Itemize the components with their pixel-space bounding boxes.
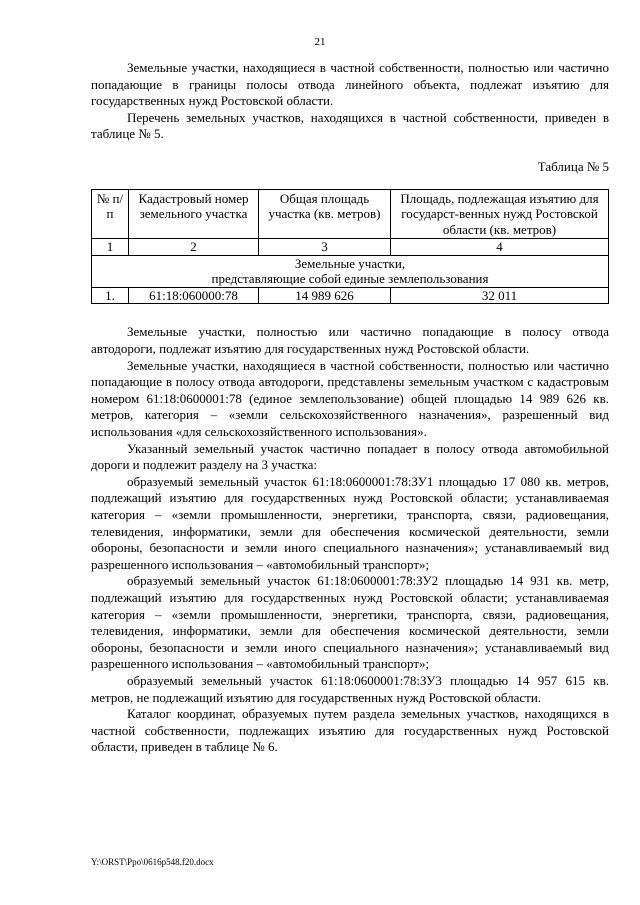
group-title-row [92, 255, 609, 287]
paragraph-plot-zu3: образуемый земельный участок 61:18:0600001:78:ЗУ3 площадью 14 957 615 кв. метров, не подлежащий изъятию для государственных нужд Ростовской области. [91, 672, 609, 705]
group-title-line: Земельные участки, [294, 255, 406, 271]
header-cadastral-number: Кадастровый номер земельного участка [129, 189, 259, 239]
footer-file-path: Y:\ORST\Ppo\0616p548.f20.docx [91, 857, 214, 867]
column-number: 4 [391, 239, 609, 256]
paragraph-plot-description: Земельные участки, находящиеся в частной собственности, полностью или частично попадающие в полосу отвода автодороги, представлены земельным участком с кадастровым номером 61:18:0600001:78 (единое землепользование) общей площадью 14 989 626 кв. метров, категория – «земли сельскохозяйственного назначения», разрешенный вид использования «для сельскохозяйственного использования». [91, 357, 609, 440]
group-title-line: представляющие собой единые землепользования [211, 271, 489, 287]
row-seized-area: 32 011 [391, 287, 609, 304]
paragraph-plots-list-ref: Перечень земельных участков, находящихся в частной собственности, приведен в таблице № 5. [91, 109, 609, 142]
paragraph-plot-zu2: образуемый земельный участок 61:18:0600001:78:ЗУ2 площадью 14 931 кв. метр, подлежащий изъятию для государственных нужд Ростовской области; устанавливаемая категория – «земли промышленности, энергетики, транспорта, связи, радиовещания, телевидения, информатики, земли для обеспечения космической деятельности, земли обороны, безопасности и земли иного специального назначения»; устанавливаемый вид разрешенного использования – «автомобильный транспорт»; [91, 573, 609, 672]
paragraph-road-strip: Земельные участки, полностью или частично попадающие в полосу отвода автодороги, подлежат изъятию для государственных нужд Ростовской области. [91, 324, 609, 357]
group-title [92, 255, 609, 287]
column-number: 3 [259, 239, 391, 256]
column-number-row [92, 239, 609, 256]
table-header-row [92, 189, 609, 239]
header-seized-area: Площадь, подлежащая изъятию для государст-венных нужд Ростовской области (кв. метров) [391, 189, 609, 239]
header-total-area: Общая площадь участка (кв. метров) [259, 189, 391, 239]
row-total-area: 14 989 626 [259, 287, 391, 304]
paragraph-split-intro: Указанный земельный участок частично попадает в полосу отвода автомобильной дороги и подлежит разделу на 3 участка: [91, 440, 609, 473]
column-number: 2 [129, 239, 259, 256]
paragraph-private-plots: Земельные участки, находящиеся в частной собственности, полностью или частично попадающие в границы полосы отвода линейного объекта, подлежат изъятию для государственных нужд Ростовской области. [91, 60, 609, 109]
table-caption: Таблица № 5 [537, 158, 609, 174]
row-cadastral-number: 61:18:060000:78 [129, 287, 259, 304]
column-number: 1 [92, 239, 129, 256]
header-number: № п/п [92, 189, 129, 239]
row-index: 1. [92, 287, 129, 304]
table-row [92, 287, 609, 304]
paragraph-coordinates-ref: Каталог координат, образуемых путем раздела земельных участков, находящихся в частной собственности, подлежащих изъятию для государственных нужд Ростовской области, приведен в таблице № 6. [91, 706, 609, 755]
paragraph-plot-zu1: образуемый земельный участок 61:18:0600001:78:ЗУ1 площадью 17 080 кв. метров, подлежащий изъятию для государственных нужд Ростовской области; устанавливаемая категория – «земли промышленности, энергетики, транспорта, связи, радиовещания, телевидения, информатики, земли для обеспечения космической деятельности, земли обороны, безопасности и земли иного специального назначения»; устанавливаемый вид разрешенного использования – «автомобильный транспорт»; [91, 473, 609, 572]
plots-table [91, 189, 609, 305]
document-body [91, 60, 609, 756]
page-number: 21 [314, 36, 326, 48]
